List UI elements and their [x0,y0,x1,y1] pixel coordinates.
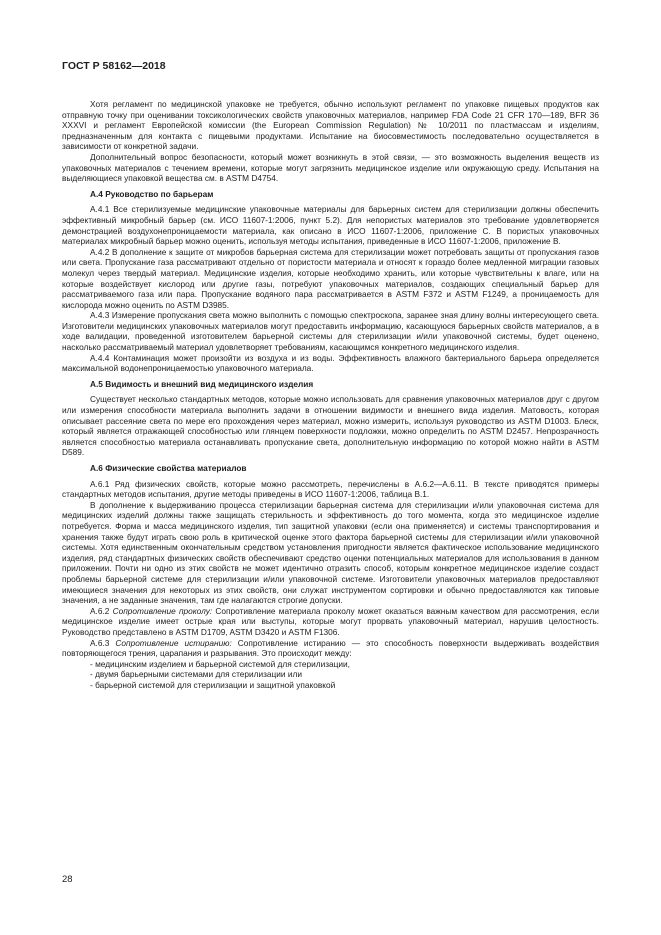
clause-number: А.6.3 [90,637,110,648]
clause-a6-text: В дополнение к выдерживанию процесса стерилизации барьерная система для стерилизации и/или упаковочная система для медицинских изделий должны также защищать стерильность и эффективность до того момента, когда это медицинское изделие потребуется. Форма и масса медицинского изделия, тип защитной упаковки (если она применяется) и системы транспортирования и хранения также будут играть свою роль в критической оценке этого фактора барьерной системы для стерилизации и/или упаковочной системы. Хотя единственным окончательным средством установления пригодности является фактическое использование медицинского изделия, ряд стандартных физических свойств обеспечивают средство оценки потенциальных материалов для использования в данном приложении. Почти ни одно из этих свойств не может идентично отразить способ, которым конкретное медицинское изделие создаст проблемы барьерной системе для стерилизации и/или упаковочной системе. Изготовители упаковочных материалов предоставляют имеющиеся значения для некоторых из этих свойств, они служат инструментом сортировки и обычно предоставляются как типовые значения, а не заданные значения, там где налагаются строгие допуски. [62,499,599,606]
clause-a6-2 [62,606,599,638]
paragraph-safety: Дополнительный вопрос безопасности, который может возникнуть в этой связи, — это возможность выделения веществ из упаковочных материалов с течением времени, которые могут загрязнить медицинское изделие или окружающую среду. Испытания на выделяющиеся упаковкой вещества см. в ASTM D4754. [62,151,599,184]
list-item: - двумя барьерными системами для стерилизации или [62,669,599,680]
page-number: 28 [62,874,73,885]
heading-a6: А.6 Физические свойства материалов [90,463,247,473]
clause-a4-1: А.4.1 Все стерилизуемые медицинские упаковочные материалы для барьерных систем для стерилизации должны обеспечить эффективный микробный барьер (см. ИСО 11607-1:2006, пункт 5.2). Для непористых материалов это требование удовлетворяется демонстрацией воздухонепроницаемости материала, как описано в ИСО 11607-1:2006, приложение С. В пористых упаковочных материалах микробный барьер можно оценить, используя методы испытания, приведенные в ИСО 11607-1:2006, приложение В. [62,204,599,247]
clause-a6-1: А.6.1 Ряд физических свойств, которые можно рассмотреть, перечислены в А.6.2—А.6.11. В тексте приводятся примеры стандартных методов испытания, другие методы приведены в ИСО 11607-1:2006, таблица В.1. [62,478,599,500]
list-item: - медицинским изделием и барьерной системой для стерилизации, [62,659,599,670]
paragraph-regulations: Хотя регламент по медицинской упаковке не требуется, обычно используют регламент по упаковке пищевых продуктов как отправную точку при оценивании токсикологических свойств упаковочных материалов, например FDA Code 21 CFR 170—189, BFR 36 XXXVI и регламент Европейской комиссии (the European Commission Regulation) № 10/2011 по пластмассам и изделиям, предназначенным для контакта с пищевыми продуктами. Испытание на биосовместимость последовательно осуществляется в зависимости от конкретной задачи. [62,99,599,152]
document-code: ГОСТ Р 58162—2018 [62,60,166,72]
clause-term: Сопротивление истиранию: [115,637,232,648]
clause-text: Сопротивление материала проколу может оказаться важным качеством для рассмотрения, если медицинское изделие имеет острые края или выступы, которые могут прорвать упаковочный материал, нарушив целостность. Руководство представлено в ASTM D1709, ASTM D3420 и ASTM F1306. [62,605,599,637]
clause-text: Сопротивление истиранию — это способность поверхности выдерживать воздействия повторяющегося трения, царапания и разрывания. Это происходит между: [62,637,599,659]
page-body [62,97,599,690]
clause-a4-4: А.4.4 Контаминация может произойти из воздуха и из воды. Эффективность влажного бактериального барьера определяется максимальной водонепроницаемостью упаковочного материала. [62,352,599,374]
list-item: - барьерной системой для стерилизации и защитной упаковкой [62,680,599,691]
clause-a4-2: А.4.2 В дополнение к защите от микробов барьерная система для стерилизации может потребовать защиты от пропускания газов или света. Пропускание газа рассматривают отдельно от пористости материала и относят к гораздо более медленной миграции газовых молекул через твердый материал. Медицинские изделия, которые необходимо хранить, или которые чувствительны к влаге, или на которые воздействует кислород или другие газы, потребуют упаковочных материалов, создающих специальный барьер для рассматриваемого газа или пара. Пропускание водяного пара рассматривается в ASTM F372 и ASTM F1249, а проницаемость для кислорода можно оценить по ASTM D3985. [62,246,599,310]
clause-number: А.6.2 [90,605,110,616]
clause-a6-3 [62,638,599,659]
heading-a4: А.4 Руководство по барьерам [90,188,214,199]
abrasion-list [62,659,599,691]
heading-a5: А.5 Видимость и внешний вид медицинского изделия [90,378,314,389]
clause-a5-text: Существует несколько стандартных методов, которые можно использовать для сравнения упаковочных материалов друг с другом или измерения способности материала выполнить задачи в отношении видимости и внешнего вида изделия. Матовость, которая описывает рассеяние света по мере его прохождения через материал, можно измерить, используя руководство из ASTM D1003. Блеск, который является отражающей способностью или глянцем поверхности подложки, можно определить по ASTM D2457. Непрозрачность является способностью материала останавливать пропускание света, дополнительную информацию по которой можно найти в ASTM D589. [62,394,599,458]
clause-a4-3: А.4.3 Измерение пропускания света можно выполнить с помощью спектроскопа, заранее зная длину волны интересующего света. Изготовители медицинских упаковочных материалов могут предоставить информацию, касающуюся барьерных свойств материалов, а в ходе валидации, проведенной изготовителем барьерной системы для стерилизации и/или упаковочной системы, будет оценено, насколько рассматриваемый материал удовлетворяет требованиям, касающимся конкретного медицинского изделия. [62,310,599,353]
clause-term: Сопротивление проколу: [112,605,213,616]
